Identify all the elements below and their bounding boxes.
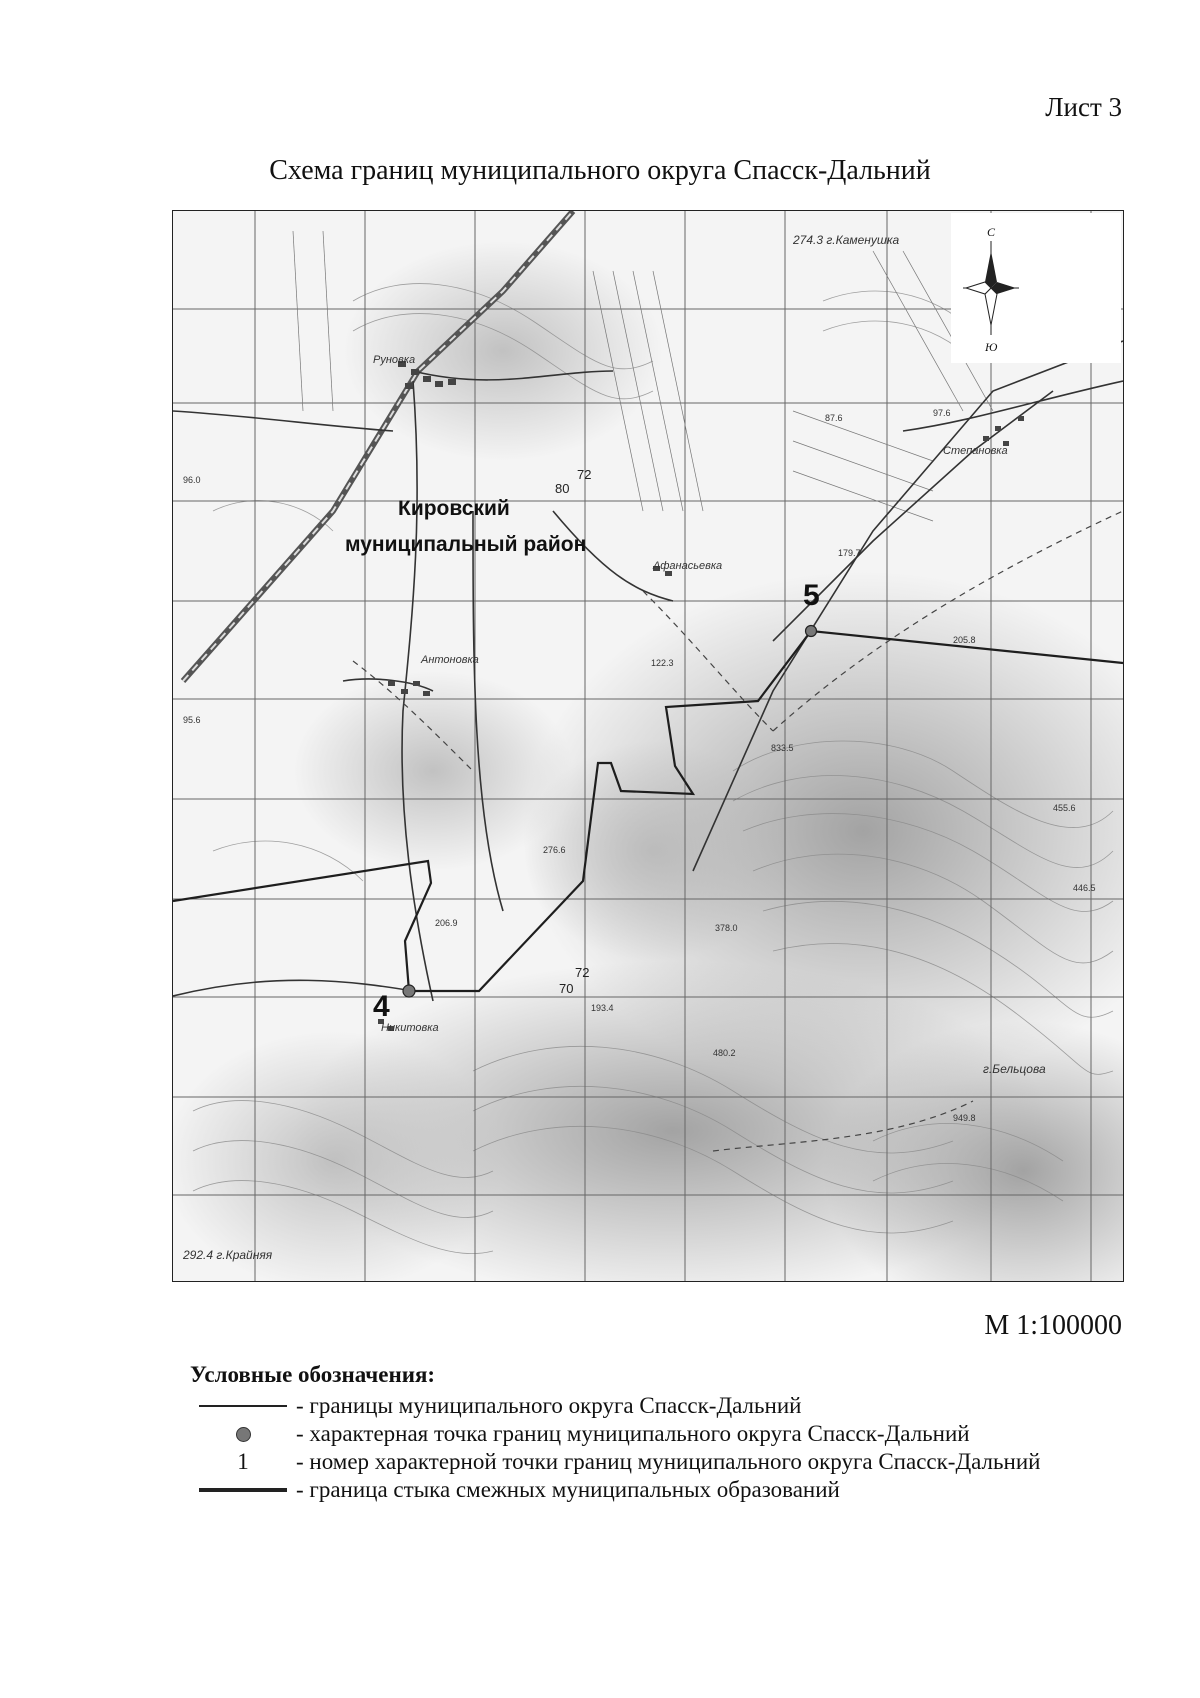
svg-text:96.0: 96.0 xyxy=(183,475,201,485)
point-number-4: 4 xyxy=(373,990,390,1023)
svg-text:446.5: 446.5 xyxy=(1073,883,1096,893)
point-symbol xyxy=(236,1427,251,1442)
place-antonovka: Антоновка xyxy=(421,654,479,666)
legend xyxy=(190,1362,1040,1504)
svg-text:70: 70 xyxy=(559,981,574,996)
map-frame xyxy=(172,210,1124,1282)
junction-line-symbol xyxy=(199,1488,287,1492)
svg-text:72: 72 xyxy=(577,467,592,482)
topographic-map xyxy=(173,211,1123,1281)
svg-text:205.8: 205.8 xyxy=(953,635,976,645)
boundary-line-symbol xyxy=(199,1405,287,1407)
svg-text:97.6: 97.6 xyxy=(933,408,951,418)
place-beltsova: г.Бельцова xyxy=(983,1062,1046,1076)
boundary-point-4 xyxy=(403,985,415,997)
point-number-symbol: 1 xyxy=(237,1449,249,1474)
place-stepanovka: Степановка xyxy=(943,445,1008,457)
legend-title: Условные обозначения: xyxy=(190,1362,436,1387)
svg-text:95.6: 95.6 xyxy=(183,715,201,725)
compass-north: С xyxy=(987,225,996,239)
svg-text:193.4: 193.4 xyxy=(591,1003,614,1013)
svg-text:муниципальный район: муниципальный район xyxy=(345,533,587,556)
relief-shading xyxy=(173,241,1123,1281)
district-label xyxy=(345,497,586,556)
svg-text:179.7: 179.7 xyxy=(838,548,861,558)
compass-south: Ю xyxy=(985,340,998,354)
svg-text:949.8: 949.8 xyxy=(953,1113,976,1123)
map-scale: М 1:100000 xyxy=(984,1310,1122,1341)
compass-rose xyxy=(951,213,1121,363)
place-afanasyevka: Афанасьевка xyxy=(653,560,723,572)
place-krainyaya: 292.4 г.Крайняя xyxy=(183,1248,273,1262)
svg-text:378.0: 378.0 xyxy=(715,923,738,933)
sheet-number: Лист 3 xyxy=(1045,92,1122,122)
svg-text:72: 72 xyxy=(575,965,590,980)
svg-text:80: 80 xyxy=(555,481,570,496)
svg-text:455.6: 455.6 xyxy=(1053,803,1076,813)
svg-text:Кировский: Кировский xyxy=(398,497,510,520)
page-title: Схема границ муниципального округа Спасск-Дальний xyxy=(269,155,931,186)
legend-item-boundary: - границы муниципального округа Спасск-Дальний xyxy=(190,1392,1040,1420)
place-nikitovka: Никитовка xyxy=(381,1022,439,1034)
place-kamenushka: 274.3 г.Каменушка xyxy=(793,233,900,247)
svg-text:87.6: 87.6 xyxy=(825,413,843,423)
svg-text:122.3: 122.3 xyxy=(651,658,674,668)
legend-item-point: - характерная точка границ муниципального округа Спасск-Дальний xyxy=(190,1420,1040,1448)
legend-item-point-number: 1 - номер характерной точки границ муниципального округа Спасск-Дальний xyxy=(237,1449,1041,1474)
svg-text:206.9: 206.9 xyxy=(435,918,458,928)
point-number-5: 5 xyxy=(803,579,820,612)
place-runovka: Руновка xyxy=(373,354,416,366)
legend-item-junction-boundary: - граница стыка смежных муниципальных образований xyxy=(190,1476,1040,1504)
svg-text:480.2: 480.2 xyxy=(713,1048,736,1058)
svg-text:276.6: 276.6 xyxy=(543,845,566,855)
boundary-point-5 xyxy=(806,626,817,637)
svg-text:833.5: 833.5 xyxy=(771,743,794,753)
